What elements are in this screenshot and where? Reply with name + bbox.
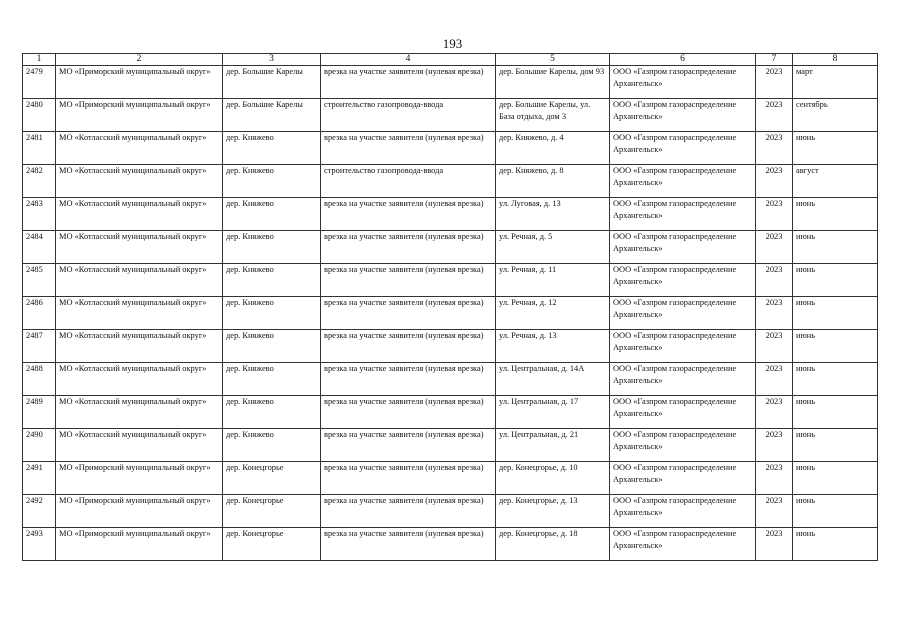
work-type-cell: врезка на участке заявителя (нулевая врезка) [321, 396, 496, 429]
settlement-cell: дер. Большие Карелы [223, 66, 321, 99]
year-cell: 2023 [756, 165, 793, 198]
organization-cell: ООО «Газпром газораспределение Архангельск» [610, 99, 756, 132]
table-row [23, 99, 878, 132]
month-cell: июнь [793, 528, 878, 561]
row-number-cell: 2486 [23, 297, 56, 330]
column-header: 1 [23, 54, 56, 66]
table-row [23, 132, 878, 165]
registry-table [22, 53, 878, 561]
row-number-cell: 2489 [23, 396, 56, 429]
year-cell: 2023 [756, 330, 793, 363]
address-cell: дер. Конецгорье, д. 10 [496, 462, 610, 495]
settlement-cell: дер. Княжево [223, 231, 321, 264]
year-cell: 2023 [756, 66, 793, 99]
row-number-cell: 2480 [23, 99, 56, 132]
address-cell: ул. Центральная, д. 17 [496, 396, 610, 429]
column-header: 3 [223, 54, 321, 66]
address-cell: дер. Княжево, д. 8 [496, 165, 610, 198]
column-header: 8 [793, 54, 878, 66]
address-cell: дер. Большие Карелы, дом 93 [496, 66, 610, 99]
year-cell: 2023 [756, 264, 793, 297]
municipality-cell: МО «Котласский муниципальный округ» [56, 132, 223, 165]
address-cell: ул. Центральная, д. 21 [496, 429, 610, 462]
month-cell: июнь [793, 264, 878, 297]
column-number-row [23, 54, 878, 66]
organization-cell: ООО «Газпром газораспределение Архангельск» [610, 396, 756, 429]
row-number-cell: 2493 [23, 528, 56, 561]
settlement-cell: дер. Княжево [223, 363, 321, 396]
municipality-cell: МО «Котласский муниципальный округ» [56, 231, 223, 264]
row-number-cell: 2492 [23, 495, 56, 528]
work-type-cell: строительство газопровода-ввода [321, 165, 496, 198]
column-header: 6 [610, 54, 756, 66]
work-type-cell: врезка на участке заявителя (нулевая врезка) [321, 330, 496, 363]
row-number-cell: 2481 [23, 132, 56, 165]
year-cell: 2023 [756, 429, 793, 462]
work-type-cell: врезка на участке заявителя (нулевая врезка) [321, 429, 496, 462]
row-number-cell: 2484 [23, 231, 56, 264]
settlement-cell: дер. Княжево [223, 198, 321, 231]
municipality-cell: МО «Приморский муниципальный округ» [56, 528, 223, 561]
table-row [23, 462, 878, 495]
column-header: 2 [56, 54, 223, 66]
address-cell: дер. Большие Карелы, ул. База отдыха, дом 3 [496, 99, 610, 132]
month-cell: июнь [793, 132, 878, 165]
table-body [23, 66, 878, 561]
month-cell: сентябрь [793, 99, 878, 132]
work-type-cell: врезка на участке заявителя (нулевая врезка) [321, 231, 496, 264]
municipality-cell: МО «Котласский муниципальный округ» [56, 396, 223, 429]
work-type-cell: строительство газопровода-ввода [321, 99, 496, 132]
address-cell: дер. Княжево, д. 4 [496, 132, 610, 165]
month-cell: июнь [793, 231, 878, 264]
month-cell: март [793, 66, 878, 99]
row-number-cell: 2487 [23, 330, 56, 363]
row-number-cell: 2488 [23, 363, 56, 396]
settlement-cell: дер. Конецгорье [223, 495, 321, 528]
work-type-cell: врезка на участке заявителя (нулевая врезка) [321, 66, 496, 99]
column-header: 4 [321, 54, 496, 66]
year-cell: 2023 [756, 495, 793, 528]
organization-cell: ООО «Газпром газораспределение Архангельск» [610, 198, 756, 231]
municipality-cell: МО «Котласский муниципальный округ» [56, 330, 223, 363]
organization-cell: ООО «Газпром газораспределение Архангельск» [610, 231, 756, 264]
address-cell: дер. Конецгорье, д. 18 [496, 528, 610, 561]
table-row [23, 495, 878, 528]
table-row [23, 231, 878, 264]
month-cell: август [793, 165, 878, 198]
municipality-cell: МО «Приморский муниципальный округ» [56, 99, 223, 132]
column-header: 5 [496, 54, 610, 66]
row-number-cell: 2491 [23, 462, 56, 495]
table-row [23, 363, 878, 396]
work-type-cell: врезка на участке заявителя (нулевая врезка) [321, 528, 496, 561]
table-row [23, 396, 878, 429]
row-number-cell: 2482 [23, 165, 56, 198]
municipality-cell: МО «Котласский муниципальный округ» [56, 429, 223, 462]
settlement-cell: дер. Княжево [223, 297, 321, 330]
address-cell: ул. Речная, д. 11 [496, 264, 610, 297]
month-cell: июнь [793, 396, 878, 429]
organization-cell: ООО «Газпром газораспределение Архангельск» [610, 495, 756, 528]
work-type-cell: врезка на участке заявителя (нулевая врезка) [321, 132, 496, 165]
settlement-cell: дер. Княжево [223, 429, 321, 462]
table-row [23, 165, 878, 198]
page-number: 193 [442, 36, 463, 51]
address-cell: ул. Луговая, д. 13 [496, 198, 610, 231]
municipality-cell: МО «Приморский муниципальный округ» [56, 462, 223, 495]
municipality-cell: МО «Приморский муниципальный округ» [56, 66, 223, 99]
settlement-cell: дер. Княжево [223, 132, 321, 165]
organization-cell: ООО «Газпром газораспределение Архангельск» [610, 363, 756, 396]
organization-cell: ООО «Газпром газораспределение Архангельск» [610, 66, 756, 99]
work-type-cell: врезка на участке заявителя (нулевая врезка) [321, 363, 496, 396]
work-type-cell: врезка на участке заявителя (нулевая врезка) [321, 462, 496, 495]
organization-cell: ООО «Газпром газораспределение Архангельск» [610, 264, 756, 297]
year-cell: 2023 [756, 198, 793, 231]
row-number-cell: 2485 [23, 264, 56, 297]
settlement-cell: дер. Княжево [223, 396, 321, 429]
month-cell: июнь [793, 462, 878, 495]
work-type-cell: врезка на участке заявителя (нулевая врезка) [321, 297, 496, 330]
address-cell: ул. Речная, д. 12 [496, 297, 610, 330]
municipality-cell: МО «Котласский муниципальный округ» [56, 165, 223, 198]
table-row [23, 330, 878, 363]
row-number-cell: 2490 [23, 429, 56, 462]
work-type-cell: врезка на участке заявителя (нулевая врезка) [321, 495, 496, 528]
settlement-cell: дер. Конецгорье [223, 528, 321, 561]
organization-cell: ООО «Газпром газораспределение Архангельск» [610, 297, 756, 330]
year-cell: 2023 [756, 528, 793, 561]
year-cell: 2023 [756, 297, 793, 330]
organization-cell: ООО «Газпром газораспределение Архангельск» [610, 528, 756, 561]
year-cell: 2023 [756, 99, 793, 132]
settlement-cell: дер. Большие Карелы [223, 99, 321, 132]
address-cell: ул. Речная, д. 5 [496, 231, 610, 264]
table-row [23, 264, 878, 297]
municipality-cell: МО «Котласский муниципальный округ» [56, 264, 223, 297]
year-cell: 2023 [756, 396, 793, 429]
month-cell: июнь [793, 330, 878, 363]
settlement-cell: дер. Княжево [223, 165, 321, 198]
table-row [23, 198, 878, 231]
month-cell: июнь [793, 429, 878, 462]
table-row [23, 297, 878, 330]
organization-cell: ООО «Газпром газораспределение Архангельск» [610, 132, 756, 165]
month-cell: июнь [793, 198, 878, 231]
address-cell: дер. Конецгорье, д. 13 [496, 495, 610, 528]
settlement-cell: дер. Конецгорье [223, 462, 321, 495]
year-cell: 2023 [756, 231, 793, 264]
table-row [23, 66, 878, 99]
municipality-cell: МО «Котласский муниципальный округ» [56, 363, 223, 396]
year-cell: 2023 [756, 363, 793, 396]
work-type-cell: врезка на участке заявителя (нулевая врезка) [321, 264, 496, 297]
work-type-cell: врезка на участке заявителя (нулевая врезка) [321, 198, 496, 231]
month-cell: июнь [793, 363, 878, 396]
row-number-cell: 2483 [23, 198, 56, 231]
settlement-cell: дер. Княжево [223, 264, 321, 297]
table-row [23, 528, 878, 561]
table-row [23, 429, 878, 462]
address-cell: ул. Центральная, д. 14А [496, 363, 610, 396]
address-cell: ул. Речная, д. 13 [496, 330, 610, 363]
municipality-cell: МО «Приморский муниципальный округ» [56, 495, 223, 528]
municipality-cell: МО «Котласский муниципальный округ» [56, 198, 223, 231]
organization-cell: ООО «Газпром газораспределение Архангельск» [610, 462, 756, 495]
row-number-cell: 2479 [23, 66, 56, 99]
year-cell: 2023 [756, 462, 793, 495]
year-cell: 2023 [756, 132, 793, 165]
column-header: 7 [756, 54, 793, 66]
organization-cell: ООО «Газпром газораспределение Архангельск» [610, 330, 756, 363]
month-cell: июнь [793, 297, 878, 330]
organization-cell: ООО «Газпром газораспределение Архангельск» [610, 165, 756, 198]
settlement-cell: дер. Княжево [223, 330, 321, 363]
organization-cell: ООО «Газпром газораспределение Архангельск» [610, 429, 756, 462]
month-cell: июнь [793, 495, 878, 528]
municipality-cell: МО «Котласский муниципальный округ» [56, 297, 223, 330]
